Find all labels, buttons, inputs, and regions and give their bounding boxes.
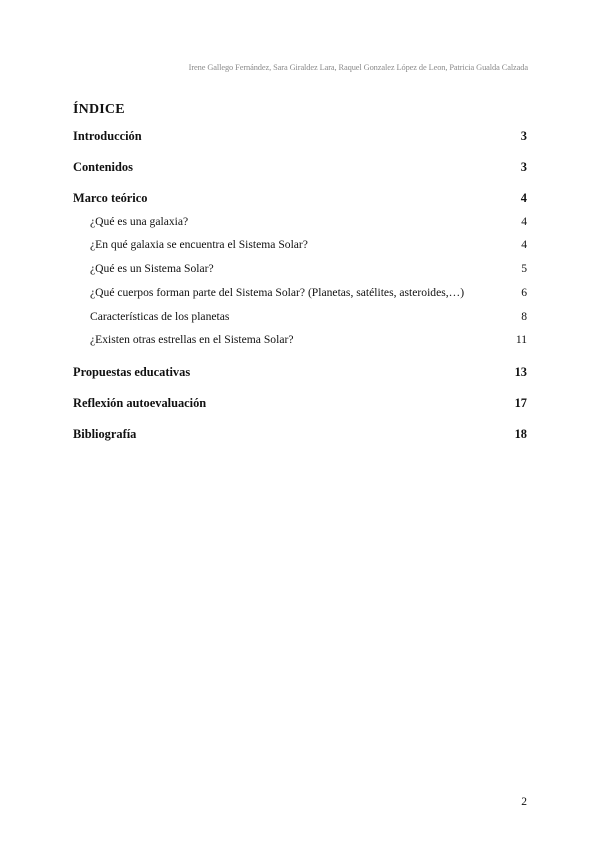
toc-entry-bibliografia[interactable]	[73, 427, 527, 442]
toc-entry-label: Características de los planetas	[90, 310, 230, 323]
page-header-authors: Irene Gallego Fernández, Sara Giraldez Lara, Raquel Gonzalez López de Leon, Patricia Gualda Calzada	[188, 63, 528, 72]
toc-entry-page: 3	[520, 129, 527, 143]
toc-entry-label: ¿Qué cuerpos forman parte del Sistema Solar? (Planetas, satélites, asteroides,…)	[90, 286, 465, 299]
toc-entry-page: 4	[521, 238, 527, 251]
toc-entry-que-cuerpos-forman-parte[interactable]	[73, 286, 527, 299]
toc-entry-label: ¿Existen otras estrellas en el Sistema Solar?	[90, 333, 294, 346]
toc-title: ÍNDICE	[73, 102, 125, 117]
toc-entry-propuestas-educativas[interactable]	[73, 365, 527, 380]
toc-entry-page: 11	[515, 333, 527, 346]
toc-entry-existen-otras-estrellas[interactable]	[73, 333, 527, 346]
toc-entry-page: 6	[521, 286, 527, 299]
page-number: 2	[521, 796, 527, 808]
toc-entry-page: 4	[521, 215, 527, 228]
toc-entry-label: ¿Qué es un Sistema Solar?	[90, 262, 214, 275]
toc-entry-label: Reflexión autoevaluación	[73, 396, 207, 410]
toc-entry-que-es-un-sistema-solar[interactable]	[73, 262, 527, 275]
toc-entry-label: ¿En qué galaxia se encuentra el Sistema Solar?	[90, 238, 308, 251]
toc-entry-que-es-una-galaxia[interactable]	[73, 215, 527, 228]
toc-entry-introduccion[interactable]	[73, 129, 527, 144]
toc-entry-page: 8	[521, 310, 527, 323]
toc-entry-label: ¿Qué es una galaxia?	[90, 215, 189, 228]
toc-entry-label: Marco teórico	[73, 191, 148, 205]
toc-entry-page: 4	[520, 191, 527, 205]
toc-entry-page: 17	[514, 396, 527, 410]
toc-entry-label: Propuestas educativas	[73, 365, 191, 379]
toc-entry-page: 5	[521, 262, 527, 275]
toc-entry-caracteristicas-planetas[interactable]	[73, 310, 527, 323]
toc-entry-label: Contenidos	[73, 160, 133, 174]
toc-entry-label: Bibliografía	[73, 427, 137, 441]
toc-entry-page: 3	[520, 160, 527, 174]
toc-entry-reflexion-autoevaluacion[interactable]	[73, 396, 527, 411]
toc-entry-en-que-galaxia[interactable]	[73, 238, 527, 251]
toc-entry-contenidos[interactable]	[73, 160, 527, 175]
toc-entry-marco-teorico[interactable]	[73, 191, 527, 206]
toc-entry-label: Introducción	[73, 129, 142, 143]
toc-entry-page: 18	[514, 427, 527, 441]
toc-entry-page: 13	[514, 365, 527, 379]
